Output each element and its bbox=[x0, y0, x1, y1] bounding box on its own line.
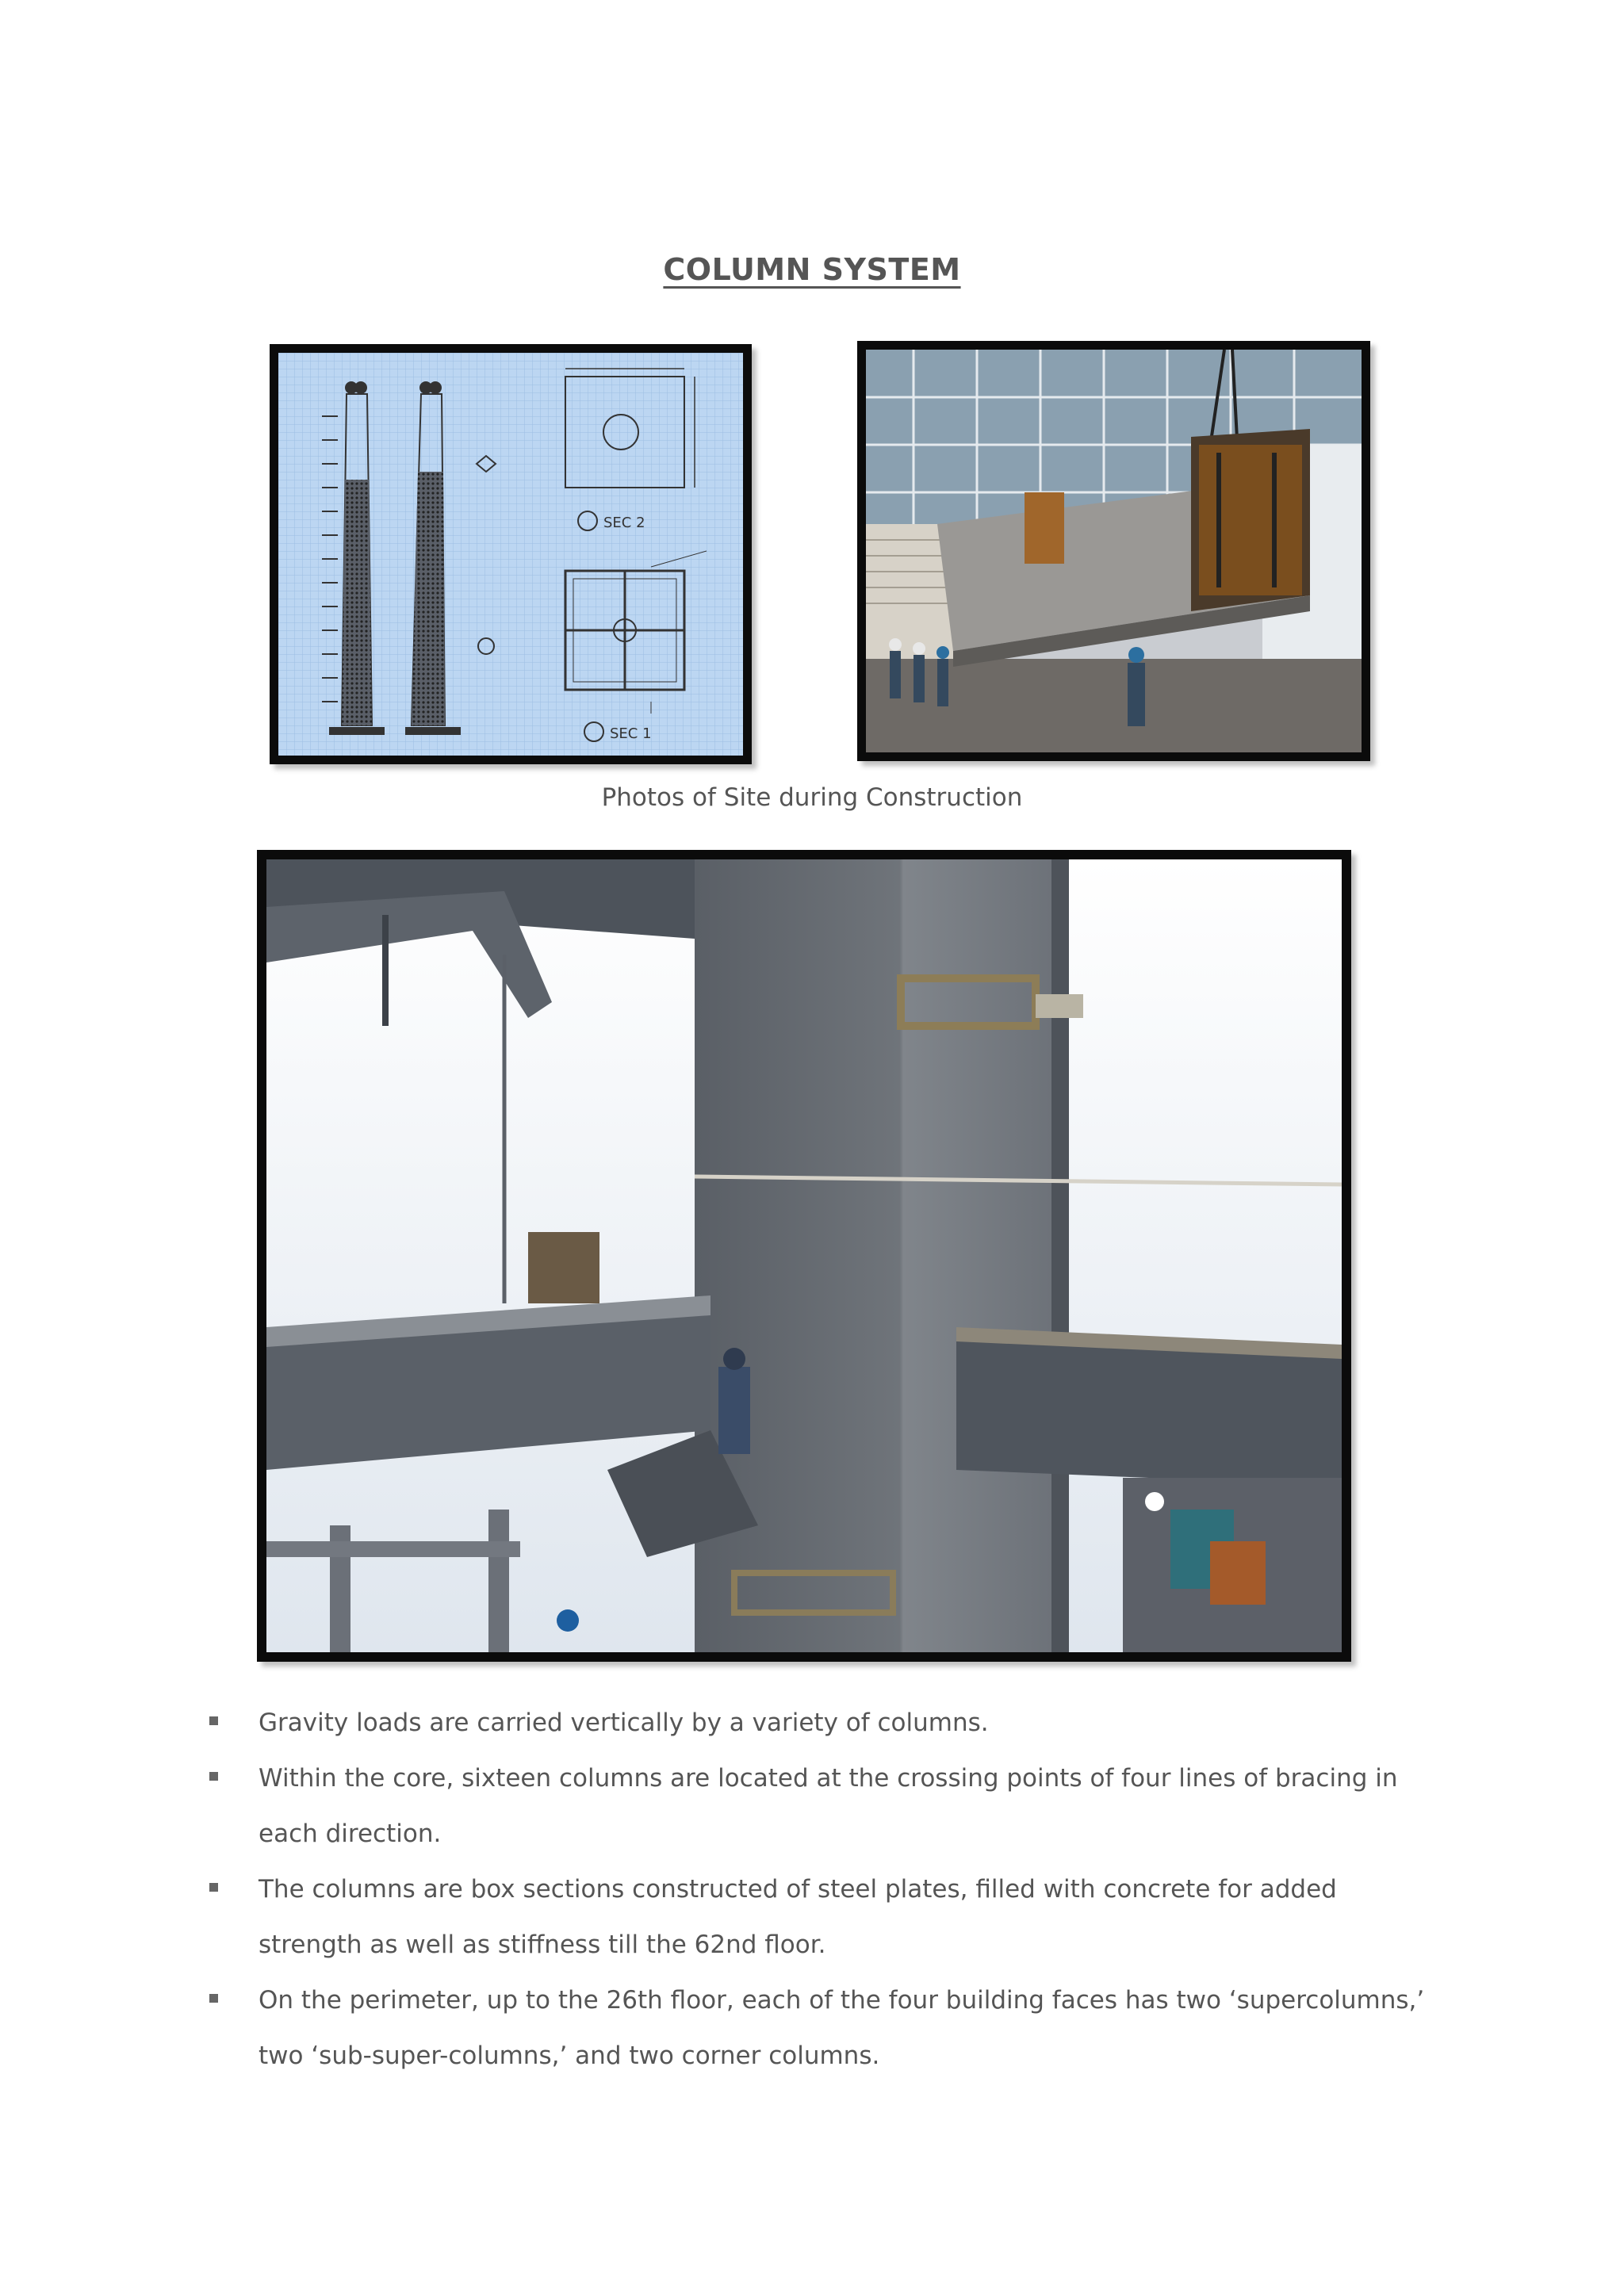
box-column-lift-photo bbox=[857, 341, 1370, 761]
sec1-label: SEC 1 bbox=[610, 725, 652, 742]
list-item bbox=[209, 1751, 1446, 1862]
bullet-text: Gravity loads are carried vertically by a variety of columns. bbox=[259, 1709, 989, 1737]
sec2-label: SEC 2 bbox=[603, 515, 645, 531]
square-bullet-icon bbox=[209, 1883, 218, 1892]
list-item bbox=[209, 1695, 1446, 1751]
square-bullet-icon bbox=[209, 1772, 218, 1781]
list-item bbox=[209, 1973, 1446, 2084]
blueprint-drawing bbox=[278, 353, 743, 756]
lift-scene bbox=[866, 350, 1362, 752]
page-title: COLUMN SYSTEM bbox=[663, 252, 961, 287]
bullet-text: The columns are box sections constructed of steel plates, filled with concrete for added strength as well as stiffness till the 62nd floor. bbox=[259, 1875, 1337, 1959]
column-drawing-image bbox=[270, 344, 752, 764]
bullet-text: Within the core, sixteen columns are located at the crossing points of four lines of bracing in each direction. bbox=[259, 1764, 1398, 1848]
square-bullet-icon bbox=[209, 1994, 218, 2003]
list-item bbox=[209, 1862, 1446, 1973]
square-bullet-icon bbox=[209, 1716, 218, 1725]
bullet-text: On the perimeter, up to the 26th floor, each of the four building faces has two ‘supercolumns,’ two ‘sub-super-columns,’ and two corner columns. bbox=[259, 1986, 1425, 2070]
erection-scene bbox=[266, 859, 1342, 1652]
bullet-list bbox=[209, 1695, 1446, 2084]
photo-caption: Photos of Site during Construction bbox=[601, 783, 1023, 812]
steel-column-erection-photo bbox=[257, 850, 1351, 1662]
